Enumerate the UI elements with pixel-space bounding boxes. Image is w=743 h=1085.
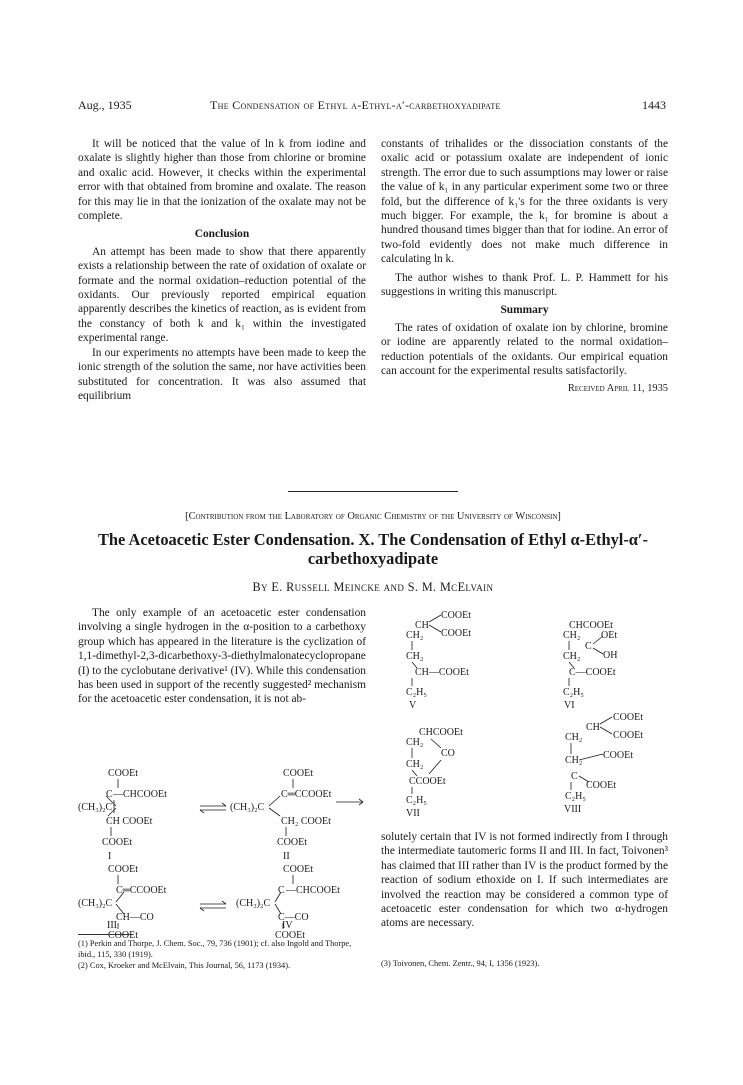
chem-label: C₂H₅	[563, 687, 584, 698]
chem-label: CH—CO	[116, 912, 154, 923]
chem-label: CH₂ COOEt	[281, 816, 331, 827]
chem-label: CO	[441, 748, 455, 759]
chem-label: COOEt	[275, 930, 305, 941]
chem-label: COOEt	[108, 768, 138, 779]
chem-label: OEt	[601, 630, 618, 641]
chem-label: OH	[603, 650, 618, 661]
structure-number: II	[283, 851, 290, 862]
chem-label: CH₂	[406, 630, 424, 641]
chem-label: C—COOEt	[569, 667, 616, 678]
chem-label: —CHCOOEt	[113, 789, 167, 800]
chem-label: C	[278, 885, 285, 896]
paragraph: The rates of oxidation of oxalate ion by chlorine, bromine or iodine are apparently related to the normal oxidation–reduction potentials of the oxidants. Our empirical equation can account for the experimental results satisfactorily.	[381, 321, 668, 378]
structure-number: V	[409, 700, 417, 711]
left-column-top	[78, 137, 366, 403]
structure-number: VIII	[564, 804, 582, 815]
chem-label: (CH₃)₂C	[230, 802, 265, 813]
running-title: The Condensation of Ethyl α-Ethyl-α′-carbethoxyadipate	[210, 98, 501, 112]
structure-number: III	[107, 920, 117, 931]
paragraph: constants of trihalides or the dissociation constants of the oxalic acid or potassium oxalate are independent of ionic strength. The error due to such assumptions may lower or raise the value of k₁ in any particular experiment some two or three fold, but the difference of k₁'s for the three oxidants is very much bigger. For example, the k₁ for bromine is about a hundred thousand times bigger than that for iodine. An error of two-fold evidently does not make much difference in calculating ln k.	[381, 138, 668, 266]
footnote-divider	[78, 934, 133, 935]
paragraph: In our experiments no attempts have been made to keep the ionic strength of the solution the same, nor have activities been substituted for concentration. It was also assumed that equilibrium	[78, 346, 366, 402]
chem-label: CH₂	[563, 630, 581, 641]
chem-label: COOEt	[277, 837, 307, 848]
footnotes-left	[78, 938, 368, 971]
paragraph: It will be noticed that the value of ln k from iodine and oxalate is slightly higher than those from chlorine or bromine and oxalic acid. However, it checks within the experimental error with that obtained from bromine and oxalate. The reason for this may lie in that the ionization of the oxalate may not be complete.	[78, 138, 366, 223]
section-divider	[288, 491, 458, 492]
structure-number: I	[108, 851, 112, 862]
footnotes-right	[381, 958, 668, 969]
chem-label: COOEt	[108, 930, 138, 941]
structure-number: VI	[564, 700, 575, 711]
chem-label: C₂H₅	[406, 795, 427, 806]
chem-label: C	[585, 641, 592, 652]
chem-label: (CH₃)₂C	[78, 898, 113, 909]
chem-label: CHCOOEt	[569, 620, 613, 631]
running-header	[78, 98, 666, 114]
article-title: The Acetoacetic Ester Condensation. X. The Condensation of Ethyl α-Ethyl-α′-carbethoxyadipate	[98, 530, 648, 568]
paragraph: solutely certain that IV is not formed indirectly from I through the intermediate tautomeric forms II and III. In fact, Toivonen³ has claimed that III rather than IV is the product formed by the reaction of sodium ethoxide on I. If such intermediates are involved the reaction may be considered a common type of acetoacetic ester condensation for which two α-hydrogen atoms are necessary.	[381, 831, 668, 930]
chem-label: CH₂	[406, 759, 424, 770]
chem-label: CH₂	[563, 651, 581, 662]
summary-heading: Summary	[500, 304, 549, 317]
chem-label: —CHCOOEt	[286, 885, 340, 896]
chem-label: COOEt	[441, 610, 471, 621]
structure-number: VII	[406, 808, 420, 819]
chem-label: CH₂	[406, 737, 424, 748]
chem-label: COOEt	[441, 628, 471, 639]
footnote: (1) Perkin and Thorpe, J. Chem. Soc., 79, 736 (1901); cf. also Ingold and Thorpe, ibid., 115, 330 (1919).	[78, 939, 352, 959]
issue-date: Aug., 1935	[78, 98, 132, 112]
structures-V-VIII	[381, 608, 671, 828]
chem-label: CH	[586, 722, 600, 733]
chem-label: COOEt	[283, 864, 313, 875]
chem-label: CH—COOEt	[415, 667, 469, 678]
chem-label: COOEt	[613, 730, 643, 741]
chem-label: CHCOOEt	[419, 727, 463, 738]
chem-label: CH₂	[565, 755, 583, 766]
right-column-top	[381, 137, 668, 396]
paragraph: An attempt has been made to show that there apparently exists a relationship between the rate of oxidation of oxalate or formate and the normal oxidation–reduction potential of the oxidants. Our previously reported empirical equation apparently describes the kinetics of reaction, as is evident from the constancy of both k and k₁ within the investigated experimental range.	[78, 245, 366, 345]
structures-I-IV	[78, 766, 368, 941]
chem-label: COOEt	[283, 768, 313, 779]
chem-label: COOEt	[613, 712, 643, 723]
page-number: 1443	[642, 98, 666, 112]
chem-label: (CH₃)₂C	[78, 802, 113, 813]
article-authors: By E. Russell Meincke and S. M. McElvain	[252, 580, 494, 594]
chem-label: C₂H₅	[565, 791, 586, 802]
chem-label: C₂H₅	[406, 687, 427, 698]
chem-label: C—CO	[278, 912, 309, 923]
chem-label: COOEt	[108, 864, 138, 875]
paragraph: The author wishes to thank Prof. L. P. Hammett for his suggestions in writing this manuscript.	[381, 271, 668, 299]
contribution-note: [Contribution from the Laboratory of Organic Chemistry of the University of Wisconsin]	[185, 511, 561, 522]
paragraph: The only example of an acetoacetic ester condensation involving a single hydrogen in the α-position to a carbethoxy group which has appeared in the literature is the cyclization of 1,1-dimethyl-2,3-dicarbethoxy-3-diethylmalonatecyclopropane (I) to the cyclobutane derivative¹ (IV). While this condensation has been used in support of the recently suggested² mechanism for the acetoacetic ester condensation, it is not ab-	[78, 607, 366, 706]
chem-label: COOEt	[603, 750, 633, 761]
received-date: Received April 11, 1935	[567, 382, 668, 394]
chem-label: C═CCOOEt	[116, 885, 167, 896]
chem-label: COOEt	[586, 780, 616, 791]
chem-label: COOEt	[102, 837, 132, 848]
chem-label: CH₂	[406, 651, 424, 662]
chem-label: C	[571, 771, 578, 782]
conclusion-heading: Conclusion	[194, 228, 250, 241]
chem-label: CH	[415, 620, 429, 631]
right-column-bottom	[381, 830, 668, 931]
footnote: (2) Cox, Kroeker and McElvain, This Journal, 56, 1173 (1934).	[78, 961, 291, 970]
chem-label: CH₂	[565, 732, 583, 743]
chem-label: CCOOEt	[409, 776, 446, 787]
chem-label: CH COOEt	[106, 816, 153, 827]
chem-label: C	[106, 789, 113, 800]
chem-label: (CH₃)₂C	[236, 898, 271, 909]
footnote: (3) Toivonen, Chem. Zentr., 94, I, 1356 (1923).	[381, 959, 540, 968]
structure-number: IV	[282, 920, 293, 931]
left-column-bottom	[78, 606, 366, 707]
chem-label: C═CCOOEt	[281, 789, 332, 800]
